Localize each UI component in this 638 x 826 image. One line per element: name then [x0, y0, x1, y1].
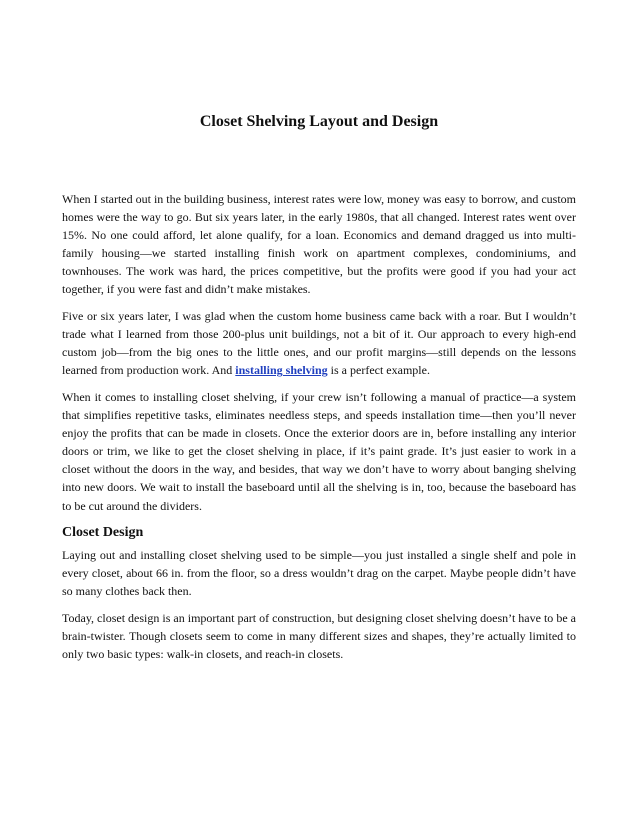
paragraph-4: Laying out and installing closet shelving used to be simple—you just installed a single shelf and pole in every closet, about 66 in. from the floor, so a dress wouldn’t drag on the carpet. Maybe people didn’t have so many clothes back then. [62, 548, 576, 599]
paragraph-3: When it comes to installing closet shelving, if your crew isn’t following a manual of practice—a system that simplifies repetitive tasks, eliminates needless steps, and speeds installation time—then you’ll never enjoy the profits that can be made in closets. Once the exterior doors are in, before installing any interior doors or trim, we like to get the closet shelving in place, if it’s paint grade. It’s just easier to work in a closet without the doors in the way, and besides, that way we don’t have to worry about banging shelving into new doors. We wait to install the baseboard until all the shelving is in, too, because the baseboard has to be cut around the dividers. [62, 389, 576, 513]
paragraph-1: When I started out in the building business, interest rates were low, money was easy to borrow, and custom homes were the way to go. But six years later, in the early 1980s, that all changed. Interest rates went over 15%. No one could afford, let alone qualify, for a loan. Economics and demand dragged us into multi-family housing—we started installing finish work on apartment complexes, condominiums, and townhouses. The work was hard, the prices competitive, but the profits were good if you had your act together, if you were fast and didn’t make mistakes. [62, 192, 576, 297]
section-heading-closet-design: Closet Design [62, 525, 144, 541]
paragraph-5: Today, closet design is an important part of construction, but designing closet shelving doesn’t have to be a brain-twister. Though closets seem to come in many different sizes and shapes, they’re actually limited to only two basic types: walk-in closets, and reach-in closets. [62, 610, 576, 662]
paragraph-2-text-after: is a perfect example. [327, 363, 430, 378]
document-body [62, 190, 576, 672]
page-title: Closet Shelving Layout and Design [199, 113, 439, 130]
paragraph-2-text-before: Five or six years later, I was glad when the custom home business came back with a roar. But I wouldn’t trade what I learned from those 200-plus unit buildings, not a bit of it. Our approach to every high-end custom job—from the big ones to the little ones, and our profit margins—still depends on the lessons learned from production work. And [62, 309, 576, 378]
installing-shelving-link[interactable]: installing shelving [235, 363, 328, 378]
paragraph-2 [62, 307, 576, 379]
